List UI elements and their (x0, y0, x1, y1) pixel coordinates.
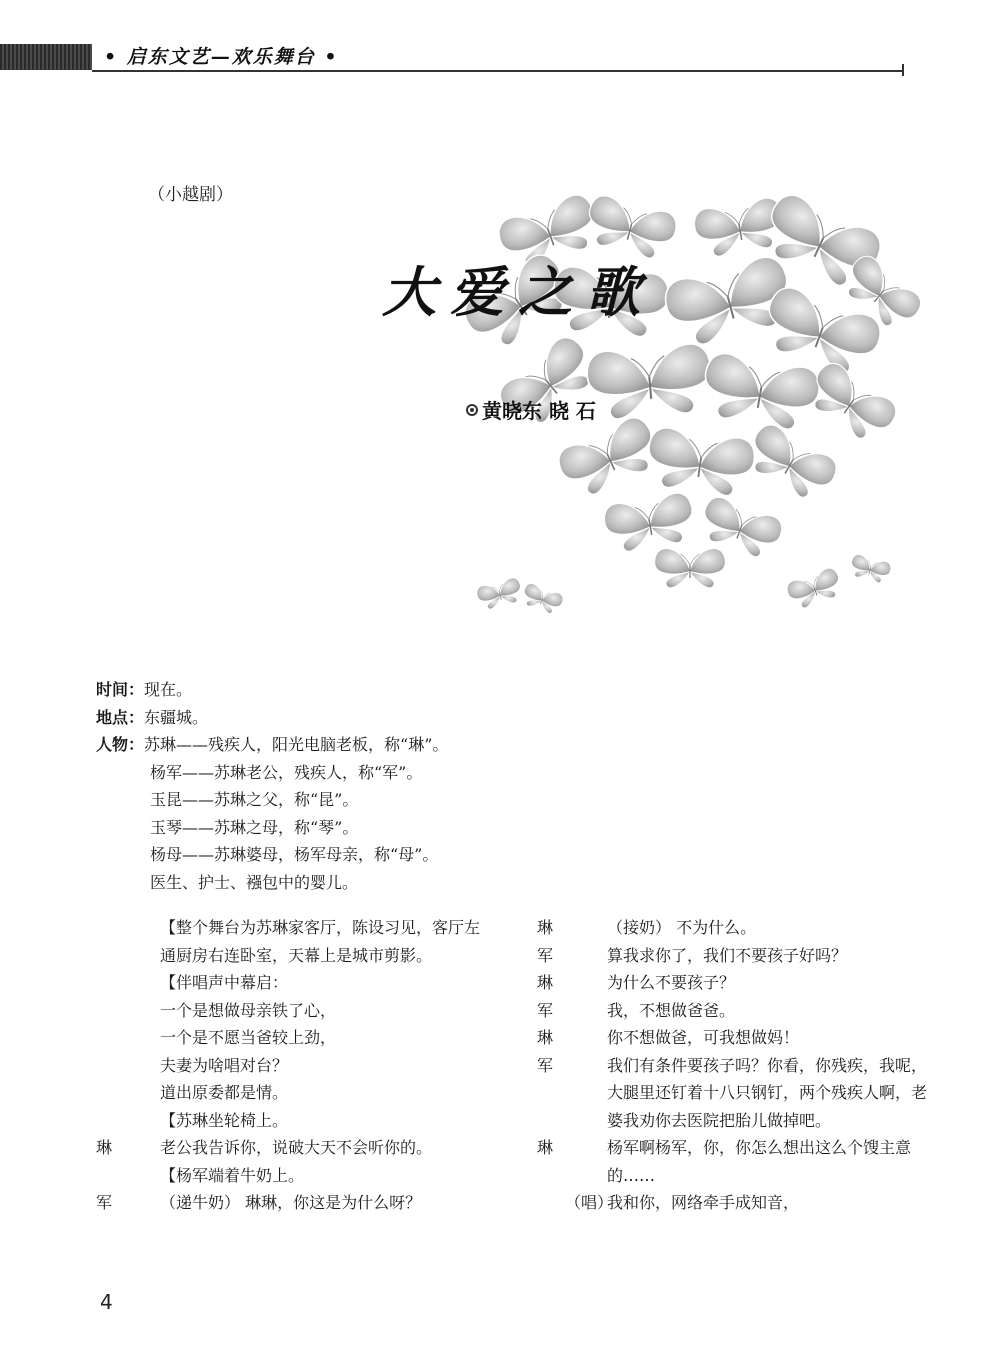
cast-list (96, 676, 448, 896)
author-names: 黄晓东 晓 石 (482, 399, 596, 423)
dialogue-text: 老公我告诉你，说破大天不会听你的。 (160, 1138, 433, 1157)
speaker-label: 琳 (537, 918, 554, 937)
time-row (96, 676, 448, 704)
script-line (537, 942, 927, 970)
speaker-label: （唱） (565, 1193, 614, 1212)
time-value: 现在。 (144, 680, 193, 699)
script-line (537, 1024, 927, 1052)
dialogue-text: 【伴唱声中幕启： (160, 973, 289, 992)
header-rule-end (902, 64, 904, 76)
speaker-label: 琳 (537, 973, 554, 992)
dialogue-text: （递牛奶） 琳琳，你这是为什么呀？ (160, 1193, 422, 1212)
character-entry: 苏琳——残疾人，阳光电脑老板，称“琳”。 (144, 735, 449, 754)
bullet-circle-icon (466, 404, 478, 416)
script-line (96, 997, 486, 1025)
character-entry: 玉昆——苏琳之父，称“昆”。 (150, 790, 359, 809)
speaker-label: 军 (537, 945, 554, 965)
script-line (537, 1052, 927, 1135)
character-entry: 杨军——苏琳老公，残疾人，称“军”。 (150, 762, 423, 782)
speaker-label: 军 (537, 1055, 554, 1075)
script-column-left (96, 914, 486, 1217)
place-value: 东疆城。 (144, 707, 209, 727)
play-title: 大爱之歌 (382, 260, 654, 324)
speaker-label: 军 (537, 1000, 554, 1020)
place-label: 地点： (96, 707, 145, 727)
script-line (96, 1162, 486, 1190)
speaker-label: 琳 (537, 1138, 554, 1157)
dialogue-text: 【整个舞台为苏琳家客厅，陈设习见，客厅左通厨房右连卧室，天幕上是城市剪影。 (160, 918, 481, 965)
dialogue-text: 杨军啊杨军，你，你怎么想出这么个馊主意的…… (607, 1138, 912, 1185)
speaker-label: 琳 (537, 1028, 554, 1047)
header-rule (92, 70, 904, 72)
time-label: 时间： (96, 680, 145, 699)
author-byline (466, 395, 596, 424)
people-row (96, 731, 448, 759)
dialogue-text: 我们有条件要孩子吗？你看，你残疾，我呢，大腿里还钉着十八只钢钉，两个残疾人啊，老婆我劝你去医院把胎儿做掉吧。 (607, 1055, 928, 1130)
dialogue-text: 【杨军端着牛奶上。 (160, 1165, 305, 1185)
script-line (96, 1024, 486, 1052)
people-label: 人物： (96, 735, 145, 754)
script-line (96, 1134, 486, 1162)
speaker-label: 琳 (96, 1138, 113, 1157)
dialogue-text: 道出原委都是情。 (160, 1083, 289, 1102)
dialogue-text: 我和你，网络牵手成知音， (607, 1193, 800, 1212)
dialogue-text: （接奶） 不为什么。 (607, 918, 757, 937)
play-genre: （小越剧） (148, 185, 233, 205)
script-line (96, 1079, 486, 1107)
header-decor-bar (0, 44, 92, 70)
script-line (96, 1107, 486, 1135)
script-line (537, 1134, 927, 1189)
page-number: 4 (100, 1290, 113, 1314)
place-row (96, 704, 448, 732)
dialogue-text: 我，不想做爸爸。 (607, 1000, 736, 1020)
character-entry: 医生、护士、襁包中的婴儿。 (150, 872, 359, 892)
dialogue-text: 一个是想做母亲铁了心， (160, 1000, 337, 1020)
script-line (537, 997, 927, 1025)
script-line (96, 1052, 486, 1080)
dialogue-text: 为什么不要孩子？ (607, 973, 736, 992)
script-line (96, 969, 486, 997)
character-entry: 杨母——苏琳婆母，杨军母亲，称“母”。 (150, 845, 439, 864)
script-line (96, 914, 486, 969)
dialogue-text: 你不想做爸，可我想做妈！ (607, 1028, 800, 1047)
character-entry: 玉琴——苏琳之母，称“琴”。 (150, 817, 359, 837)
script-line (537, 969, 927, 997)
script-line (96, 1189, 486, 1217)
dialogue-text: 一个是不愿当爸较上劲， (160, 1028, 337, 1047)
header-section-title: • 启东文艺—欢乐舞台 • (104, 46, 339, 68)
script-line (537, 914, 927, 942)
speaker-label: 军 (96, 1193, 113, 1212)
script-line (537, 1189, 927, 1217)
script-column-right (537, 914, 927, 1217)
dialogue-text: 算我求你了，我们不要孩子好吗？ (607, 945, 848, 965)
dialogue-text: 【苏琳坐轮椅上。 (160, 1110, 289, 1130)
dialogue-text: 夫妻为啥唱对台？ (160, 1055, 289, 1075)
